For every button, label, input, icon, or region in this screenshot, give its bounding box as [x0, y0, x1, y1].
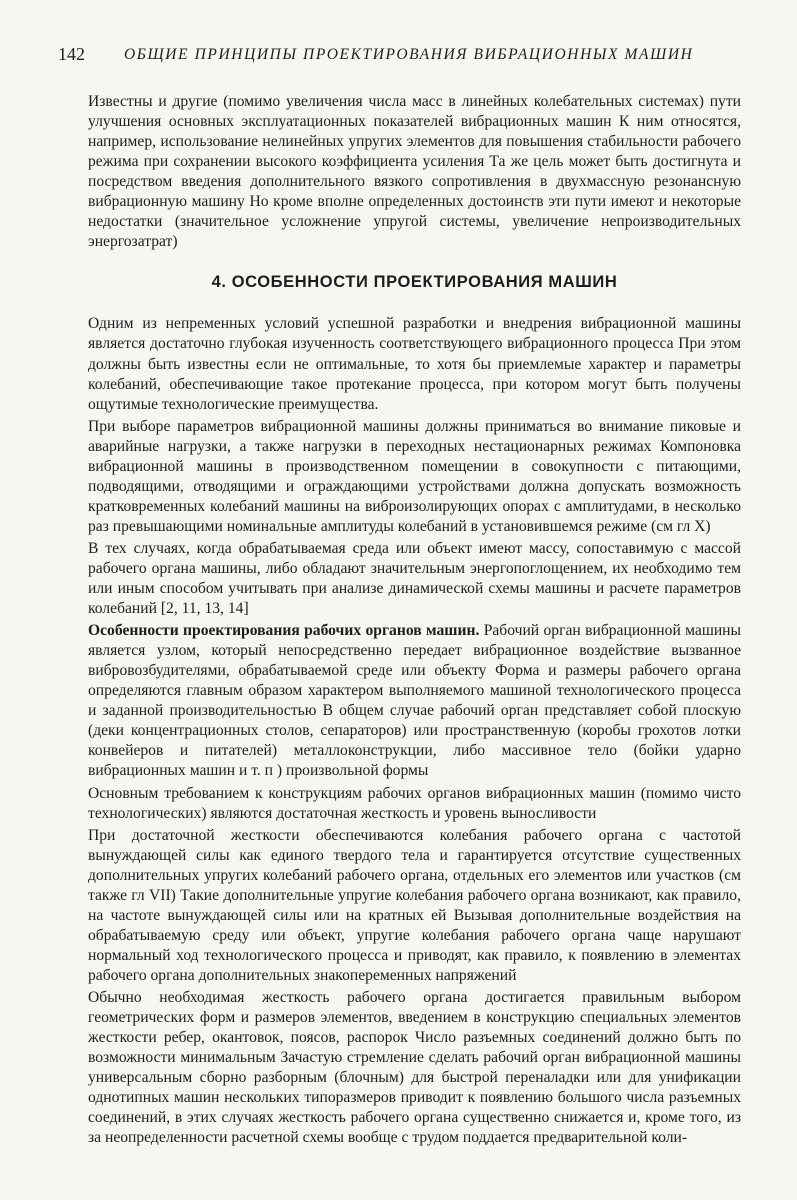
page-body — [88, 92, 741, 1148]
paragraph: В тех случаях, когда обрабатываемая среда или объект имеют массу, сопоставимую с массой рабочего органа машины, либо обладают значительным энергопоглощением, их необходимо тем или иным способом учитывать при анализе динамической схемы машины и расчете параметров колебаний [2, 11, 13, 14] — [88, 539, 741, 618]
running-title: ОБЩИЕ ПРИНЦИПЫ ПРОЕКТИРОВАНИЯ ВИБРАЦИОННЫХ МАШИН — [124, 46, 694, 63]
paragraph-with-runin-heading — [88, 621, 741, 781]
runin-text: Рабочий орган вибрационной машины является узлом, который непосредственно передает вибрационное воздействие вызванное вибровозбудителями, обрабатываемой среде или объекту Форма и размеры рабочего органа определяются главным образом характером выполняемого машиной технологического процесса и заданной производительностью В общем случае рабочий орган представляет собой плоскую (деки концентрационных столов, сепараторов) или пространственную (коробы грохотов лотки конвейеров и питателей) металлоконструкции, либо массивное тело (бойки ударно вибрационных машин и т. п ) произвольной формы — [88, 622, 741, 780]
paragraph: Основным требованием к конструкциям рабочих органов вибрационных машин (помимо чисто технологических) являются достаточная жесткость и уровень выносливости — [88, 784, 741, 822]
paragraph: При достаточной жесткости обеспечиваются колебания рабочего органа с частотой вынуждающей силы как единого твердого тела и гарантируется отсутствие существенных дополнительных упругих колебаний рабочего органа, отдельных его элементов или участков (см также гл VII) Такие дополнительные упругие колебания рабочего органа возникают, как правило, на частоте вынуждающей силы или на кратных ей Вызывая дополнительные воздействия на обрабатываемую среду или объект, упругие колебания рабочего органа чаще нарушают нормальный ход технологического процесса и приводят, как правило, к появлению в элементах рабочего органа дополнительных знакопеременных напряжений — [88, 826, 741, 984]
paragraph: При выборе параметров вибрационной машины должны приниматься во внимание пиковые и аварийные нагрузки, а также нагрузки в переходных нестационарных режимах Компоновка вибрационной машины в производственном помещении в совокупности с питающими, подводящими, отводящими и ограждающими устройствами должна допускать возможность кратковременных колебаний машины на виброизолирующих опорах с амплитудами, в несколько раз превышающими номинальные амплитуды колебаний в установившемся режиме (см гл X) — [88, 417, 741, 535]
section-heading: 4. ОСОБЕННОСТИ ПРОЕКТИРОВАНИЯ МАШИН — [211, 273, 618, 292]
page-number: 142 — [58, 44, 85, 64]
page-header — [58, 44, 758, 70]
runin-heading: Особенности проектирования рабочих органов машин. — [88, 622, 480, 640]
paragraph: Одним из непременных условий успешной разработки и внедрения вибрационной машины является достаточно глубокая изученность соответствующего вибрационного процесса При этом должны быть известны если не оптимальные, то хотя бы приемлемые характер и параметры колебаний, обеспечивающие такое протекание процесса, при котором могут быть получены ощутимые технологические преимущества. — [88, 315, 741, 413]
paragraph: Известны и другие (помимо увеличения числа масс в линейных колебательных системах) пути улучшения основных эксплуатационных показателей вибрационных машин К ним относятся, например, использование нелинейных упругих элементов для повышения стабильности рабочего режима при сохранении высокого коэффициента усиления Та же цель может быть достигнута и посредством введения дополнительного вязкого сопротивления в двухмассную резонансную вибрационную машину Но кроме вполне определенных достоинств эти пути имеют и некоторые недостатки (значительное усложнение упругой системы, увеличение непроизводительных энергозатрат) — [88, 93, 741, 251]
paragraph: Обычно необходимая жесткость рабочего органа достигается правильным выбором геометрических форм и размеров элементов, введением в конструкцию специальных элементов жесткости ребер, окантовок, поясов, распорок Число разъемных соединений должно быть по возможности минимальным Зачастую стремление сделать рабочий орган вибрационной машины универсальным сборно разборным (блочным) для быстрой переналадки или для унификации однотипных машин нескольких типоразмеров приводит к появлению большого числа разъемных соединений, в этих случаях жесткость рабочего органа существенно снижается и, кроме того, из за неопределенности расчетной схемы вообще с трудом поддается предварительной коли- — [88, 988, 741, 1147]
